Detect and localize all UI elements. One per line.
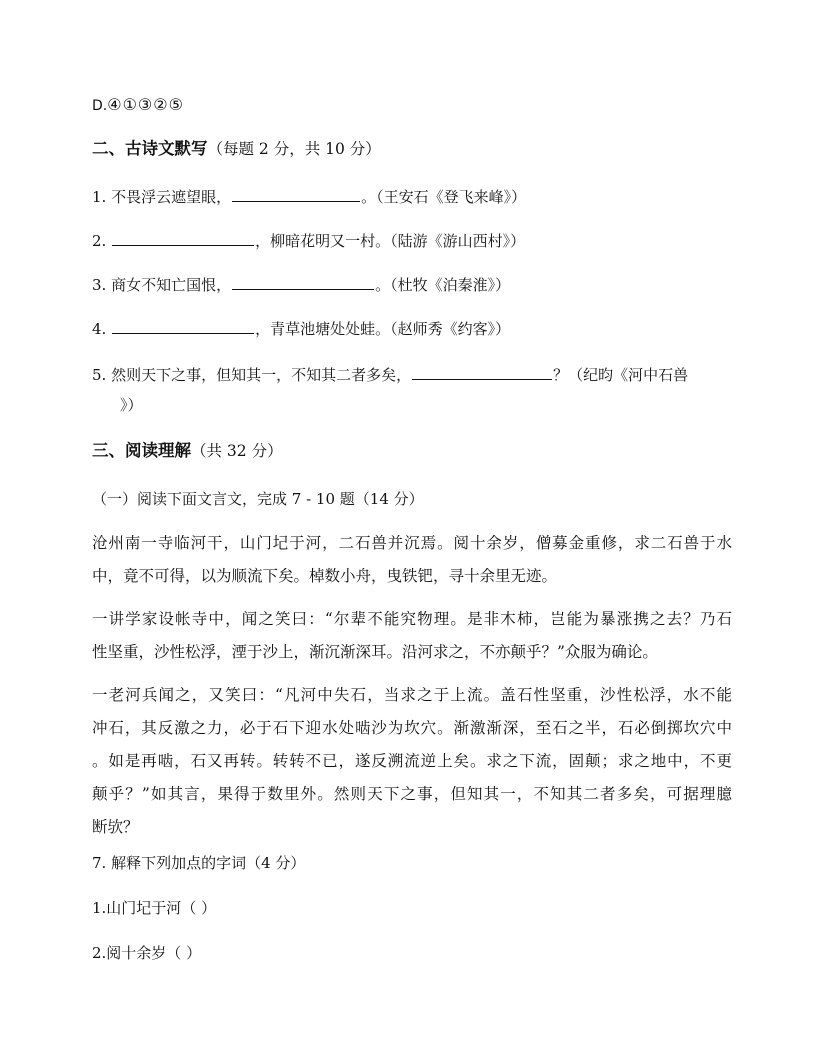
section3-title: 三、阅读理解 <box>92 441 191 460</box>
option-d-sequence: ④①③②⑤ <box>107 95 184 114</box>
q5-continuation: 》） <box>120 396 143 414</box>
passage-p2-line1: 一讲学家设帐寺中，闻之笑曰：“尔辈不能究物理。是非木柿，岂能为暴涨携之去？乃石 <box>92 610 732 628</box>
q5-blank[interactable] <box>412 365 552 380</box>
passage-p3-line2: 冲石，其反激之力，必于石下迎水处啮沙为坎穴。渐激渐深，至石之半，石必倒掷坎穴中 <box>92 719 732 737</box>
q5-number: 5. <box>92 366 107 384</box>
q5-before: 然则天下之事，但知其一，不知其二者多矣， <box>111 366 412 384</box>
section3-heading <box>92 441 732 461</box>
poetry-question-3 <box>92 275 732 295</box>
q4-after: ，青草池塘处处蛙。（赵师秀《约客》） <box>255 320 511 338</box>
passage-p3-line1: 一老河兵闻之，又笑曰：“凡河中失石，当求之于上流。盖石性坚重，沙性松浮，水不能 <box>92 686 732 704</box>
passage-p3-line4: 颠乎？”如其言，果得于数里外。然则天下之事，但知其一，不知其二者多矣，可据理臆 <box>92 785 732 803</box>
passage-p3-line5: 断欤？ <box>92 818 139 836</box>
poetry-question-4 <box>92 319 732 339</box>
q3-number: 3. <box>92 276 107 294</box>
poetry-question-2 <box>92 231 732 251</box>
poetry-question-5 <box>92 365 732 385</box>
section3-note: （共 32 分） <box>191 442 283 460</box>
passage-p1-line1: 沧州南一寺临河干，山门圮于河，二石兽并沉焉。阅十余岁，僧募金重修，求二石兽于水 <box>92 534 732 552</box>
question-7: 7. 解释下列加点的字词（4 分） <box>92 854 306 872</box>
option-d <box>92 95 732 116</box>
reading-subheading: （一）阅读下面文言文，完成 7 - 10 题（14 分） <box>92 490 424 508</box>
q3-after: 。（杜牧《泊秦淮》） <box>375 276 511 294</box>
section2-note: （每题 2 分，共 10 分） <box>207 140 381 158</box>
q1-before: 不畏浮云遮望眼， <box>111 188 232 206</box>
q2-after: ，柳暗花明又一村。（陆游《游山西村》） <box>255 232 526 250</box>
question-7-item-2: 2.阅十余岁（ ） <box>92 944 202 962</box>
q4-blank[interactable] <box>112 319 254 334</box>
section2-heading <box>92 139 732 159</box>
passage-p3-line3: 。如是再啮，石又再转。转转不已，遂反溯流逆上矣。求之下流，固颠；求之地中，不更 <box>92 752 732 770</box>
passage-p1-line2: 中，竟不可得，以为顺流下矣。棹数小舟，曳铁钯，寻十余里无迹。 <box>92 567 558 585</box>
section2-title: 二、古诗文默写 <box>92 139 208 158</box>
q3-blank[interactable] <box>232 275 374 290</box>
q2-blank[interactable] <box>112 231 254 246</box>
question-7-item-1: 1.山门圮于河（ ） <box>92 899 217 917</box>
q1-after: 。（王安石《登飞来峰》） <box>361 188 527 206</box>
q1-blank[interactable] <box>232 187 360 202</box>
poetry-question-1 <box>92 187 732 207</box>
q1-number: 1. <box>92 188 107 206</box>
q2-number: 2. <box>92 232 107 250</box>
option-d-label: D. <box>92 98 108 114</box>
q5-after: ？（纪昀《河中石兽 <box>553 366 689 384</box>
passage-p2-line2: 性坚重，沙性松浮，湮于沙上，渐沉渐深耳。沿河求之，不亦颠乎？”众服为确论。 <box>92 643 658 661</box>
q4-number: 4. <box>92 320 107 338</box>
q3-before: 商女不知亡国恨， <box>111 276 232 294</box>
